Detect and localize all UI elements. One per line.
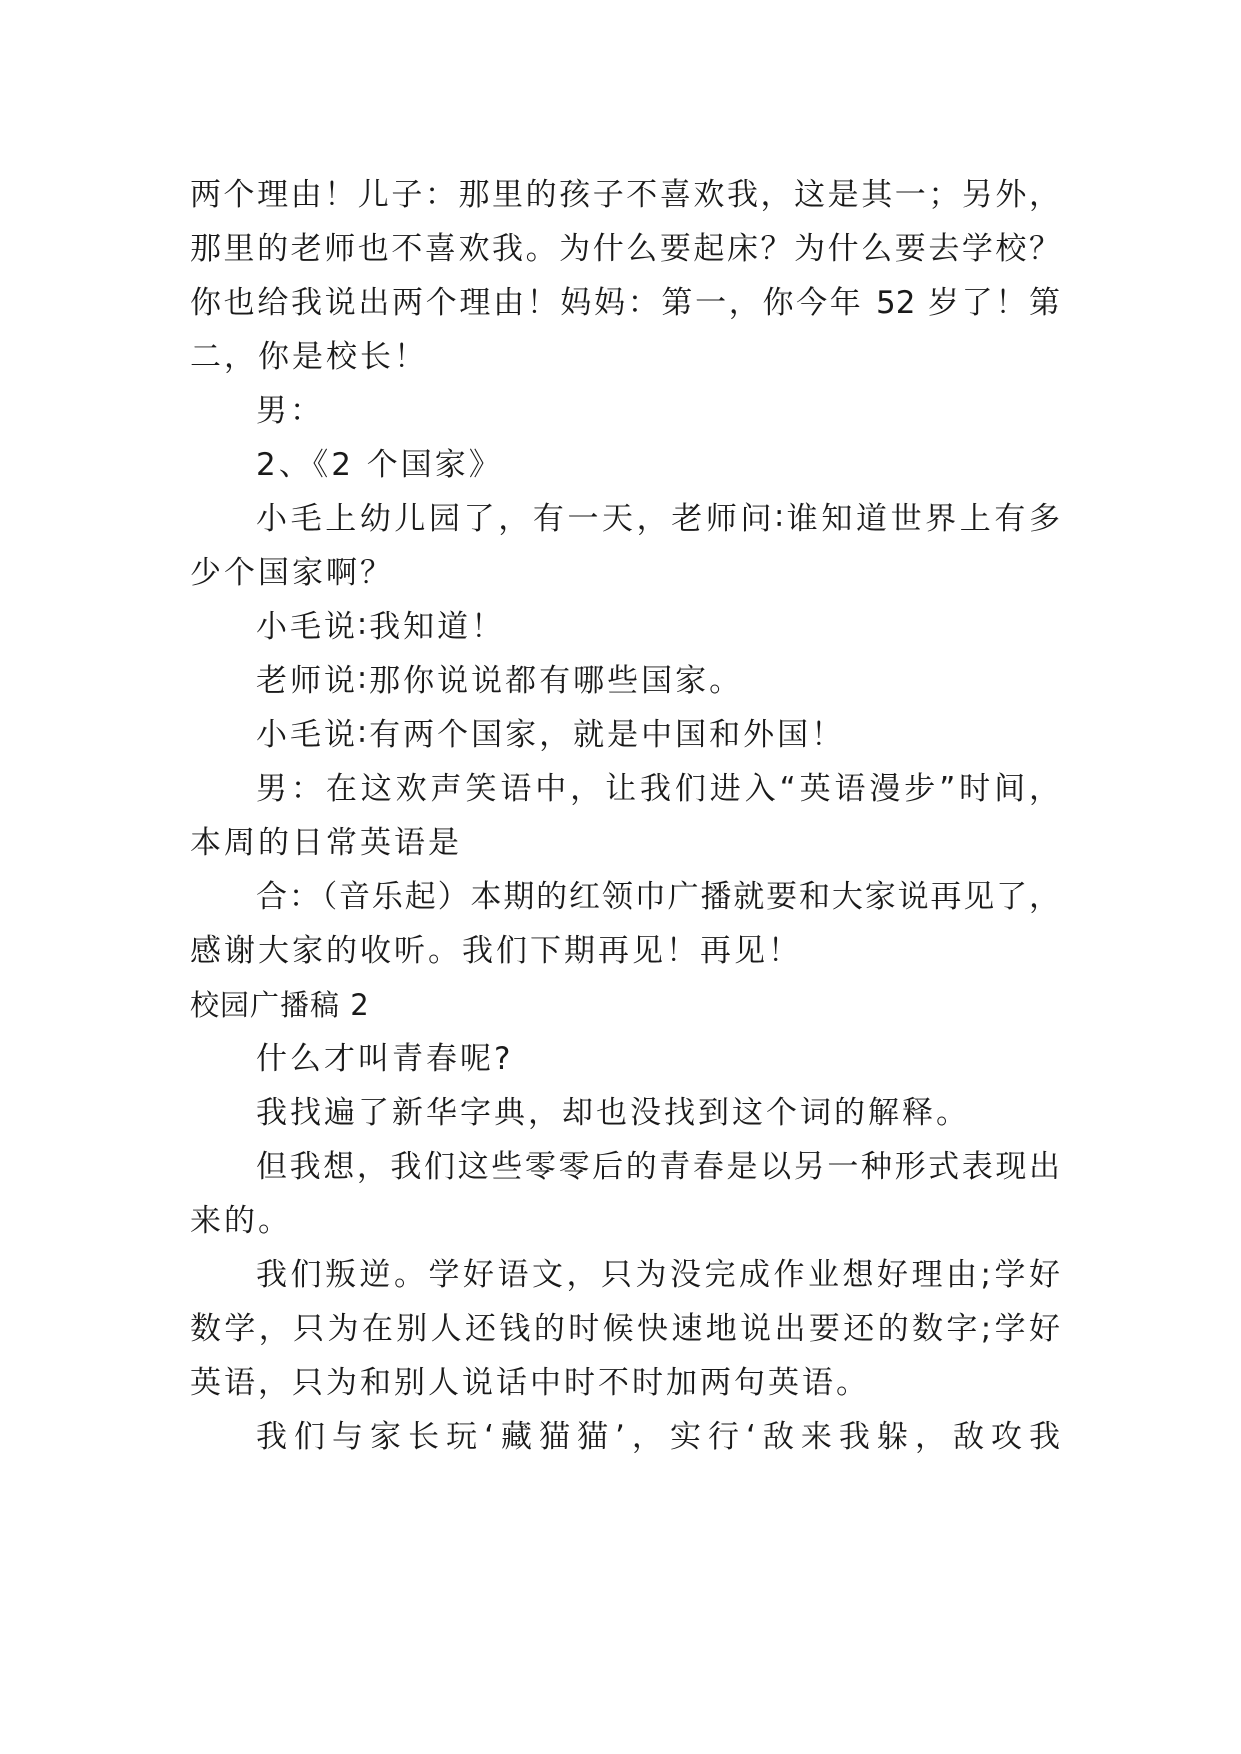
- paragraph-line: 来的。: [190, 1203, 292, 1239]
- paragraph-line: 那里的老师也不喜欢我。为什么要起床？为什么要去学校？: [190, 231, 1060, 267]
- paragraph-line: 老师说∶那你说说都有哪些国家。: [256, 663, 744, 699]
- section-title: 2、《2 个国家》: [256, 447, 503, 483]
- paragraph-line: 英语，只为和别人说话中时不时加两句英语。: [190, 1365, 870, 1401]
- paragraph-line: 我们叛逆。学好语文，只为没完成作业想好理由;学好: [256, 1257, 1060, 1293]
- paragraph-line: 你也给我说出两个理由！妈妈：第一，你今年 52 岁了！第: [190, 285, 1060, 321]
- paragraph-line: 数学，只为在别人还钱的时候快速地说出要还的数字;学好: [190, 1311, 1060, 1347]
- speaker-label: 男：: [256, 393, 324, 429]
- paragraph-line: 感谢大家的收听。我们下期再见！再见！: [190, 933, 802, 969]
- paragraph-line: 二，你是校长！: [190, 339, 428, 375]
- paragraph-line: 什么才叫青春呢?: [256, 1041, 514, 1077]
- paragraph-line: 本周的日常英语是: [190, 825, 462, 861]
- paragraph-line: 我找遍了新华字典，却也没找到这个词的解释。: [256, 1095, 970, 1131]
- paragraph-line: 小毛上幼儿园了，有一天，老师问∶谁知道世界上有多: [256, 501, 1060, 537]
- document-heading: 校园广播稿 2: [190, 988, 370, 1022]
- paragraph-line: 两个理由！儿子：那里的孩子不喜欢我，这是其一；另外，: [190, 177, 1060, 213]
- paragraph-line: 少个国家啊？: [190, 555, 394, 591]
- paragraph-line: 我们与家长玩‘藏猫猫’，实行‘敌来我躲，敌攻我: [256, 1419, 1060, 1455]
- paragraph-line: 小毛说∶有两个国家，就是中国和外国！: [256, 717, 846, 753]
- paragraph-line: 合：（音乐起）本期的红领巾广播就要和大家说再见了，: [256, 879, 1060, 915]
- paragraph-line: 男：在这欢声笑语中，让我们进入“英语漫步”时间，: [256, 771, 1060, 807]
- paragraph-line: 小毛说∶我知道！: [256, 609, 506, 645]
- paragraph-line: 但我想，我们这些零零后的青春是以另一种形式表现出: [256, 1149, 1060, 1185]
